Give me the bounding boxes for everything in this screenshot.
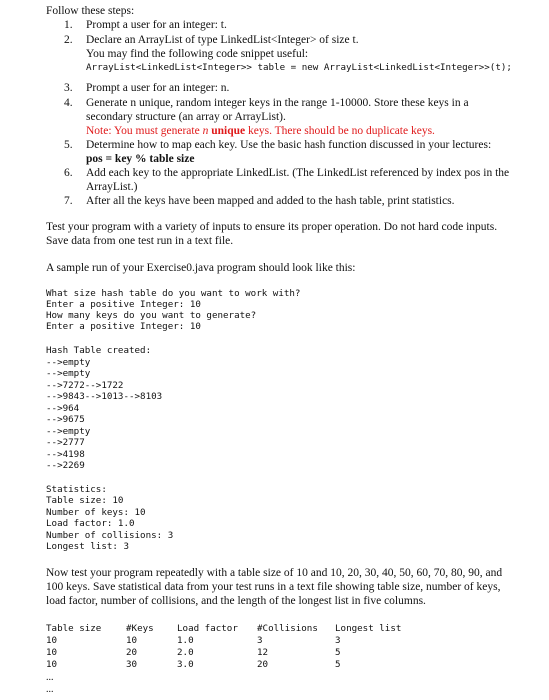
step-number: 5. — [64, 139, 73, 151]
console-line: Enter a positive Integer: 10 — [46, 321, 201, 332]
bucket-line: -->empty — [46, 426, 91, 437]
code-snippet: ArrayList<LinkedList<Integer>> table = new ArrayList<LinkedList<Integer>>(t); — [86, 62, 512, 73]
step-text: secondary structure (an array or ArrayList). — [86, 111, 286, 123]
stats-line: Number of collisions: 3 — [46, 530, 174, 541]
table-cell: 12 — [257, 647, 269, 658]
ellipsis: ... — [46, 672, 54, 683]
step-text: Add each key to the appropriate LinkedList. (The LinkedList referenced by index pos in the — [86, 167, 510, 179]
step-text: Prompt a user for an integer: n. — [86, 82, 230, 94]
step-text: After all the keys have been mapped and added to the hash table, print statistics. — [86, 195, 455, 207]
table-header: Load factor — [177, 623, 238, 634]
paragraph-line: Save data from one test run in a text file. — [46, 235, 234, 247]
console-line: Hash Table created: — [46, 345, 152, 356]
step-text: You may find the following code snippet useful: — [86, 48, 309, 60]
step-number: 6. — [64, 167, 73, 179]
step-number: 2. — [64, 34, 73, 46]
table-cell: 10 — [126, 635, 138, 646]
bucket-line: -->4198 — [46, 449, 85, 460]
stats-line: Statistics: — [46, 484, 107, 495]
step-text: ArrayList.) — [86, 181, 138, 193]
step-text: Declare an ArrayList of type LinkedList<Integer> of size t. — [86, 34, 359, 46]
table-cell: 20 — [257, 659, 269, 670]
paragraph-line: Test your program with a variety of inputs to ensure its proper operation. Do not hard code inputs. — [46, 221, 498, 233]
sample-intro: A sample run of your Exercise0.java program should look like this: — [46, 262, 356, 274]
step-number: 7. — [64, 195, 73, 207]
bucket-line: -->9843-->1013-->8103 — [46, 391, 163, 402]
bucket-line: -->9675 — [46, 414, 85, 425]
table-header: Longest list — [335, 623, 402, 634]
stats-line: Number of keys: 10 — [46, 507, 146, 518]
step-number: 1. — [64, 19, 73, 31]
paragraph-line: Now test your program repeatedly with a table size of 10 and 10, 20, 30, 40, 50, 60, 70, 80, 90, and — [46, 567, 503, 579]
table-cell: 3 — [257, 635, 263, 646]
stats-line: Longest list: 3 — [46, 541, 129, 552]
paragraph-line: 100 keys. Save statistical data from your test runs in a text file showing table size, number of keys, — [46, 581, 501, 593]
stats-line: Load factor: 1.0 — [46, 518, 135, 529]
step-text: Generate n unique, random integer keys in the range 1-10000. Store these keys in a — [86, 97, 469, 109]
table-header: Table size — [46, 623, 102, 634]
console-line: How many keys do you want to generate? — [46, 310, 257, 321]
table-cell: 30 — [126, 659, 138, 670]
table-cell: 10 — [46, 647, 58, 658]
bucket-line: -->2269 — [46, 460, 85, 471]
table-cell: 5 — [335, 659, 341, 670]
table-cell: 10 — [46, 659, 58, 670]
step-number: 4. — [64, 97, 73, 109]
step-number: 3. — [64, 82, 73, 94]
table-header: #Collisions — [257, 623, 318, 634]
bucket-line: -->empty — [46, 368, 91, 379]
table-cell: 3.0 — [177, 659, 194, 670]
stats-line: Table size: 10 — [46, 495, 124, 506]
step-text: Determine how to map each key. Use the basic hash function discussed in your lectures: — [86, 139, 492, 151]
intro-text: Follow these steps: — [46, 5, 135, 17]
hash-formula: pos = key % table size — [86, 153, 195, 165]
table-cell: 2.0 — [177, 647, 194, 658]
bucket-line: -->7272-->1722 — [46, 380, 124, 391]
table-cell: 5 — [335, 647, 341, 658]
bucket-line: -->2777 — [46, 437, 85, 448]
paragraph-line: load factor, number of collisions, and the length of the longest list in five columns. — [46, 595, 426, 607]
console-line: Enter a positive Integer: 10 — [46, 299, 201, 310]
ellipsis: ... — [46, 684, 54, 695]
step-note: Note: You must generate n unique keys. There should be no duplicate keys. — [86, 125, 435, 137]
bucket-line: -->964 — [46, 403, 80, 414]
bucket-line: -->empty — [46, 357, 91, 368]
table-header: #Keys — [126, 623, 154, 634]
table-cell: 3 — [335, 635, 341, 646]
table-cell: 20 — [126, 647, 138, 658]
table-cell: 10 — [46, 635, 58, 646]
step-text: Prompt a user for an integer: t. — [86, 19, 227, 31]
console-line: What size hash table do you want to work with? — [46, 288, 301, 299]
table-cell: 1.0 — [177, 635, 194, 646]
